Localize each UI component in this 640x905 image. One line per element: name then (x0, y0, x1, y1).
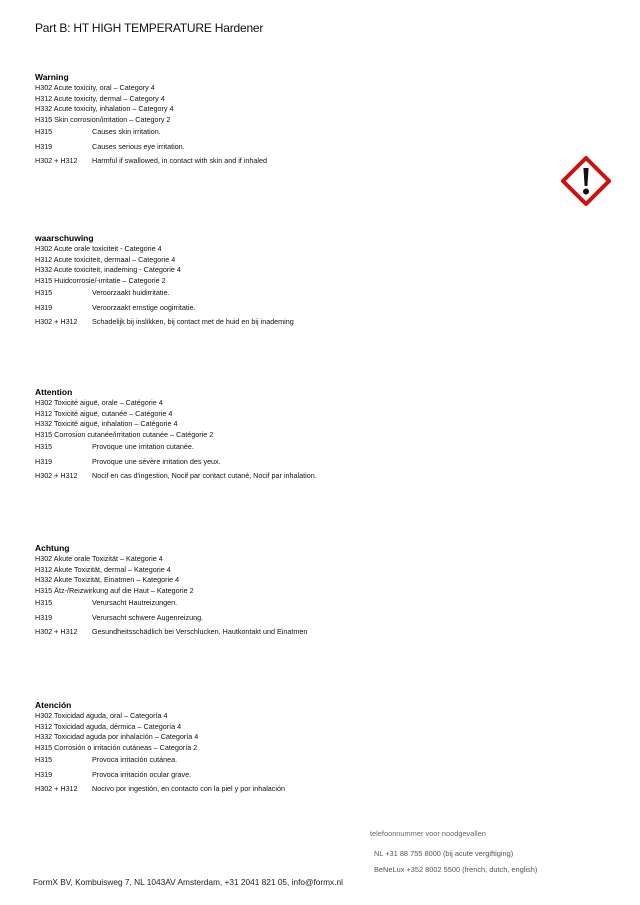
classification-line: H302 Toxicité aiguë, orale – Catégorie 4 (35, 398, 163, 407)
statement-text: Veroorzaakt ernstige oogirritatie. (92, 302, 196, 312)
emergency-phone-benelux: BeNeLux +352 8002 5500 (french, dutch, english) (374, 865, 538, 874)
statement-text: Schadelijk bij inslikken, bij contact met de huid en bij inademing (92, 317, 294, 326)
statement-text: Gesundheitsschädlich bei Verschlucken, Hautkontakt und Einatmen (92, 627, 308, 636)
statement-code: H302 + H312 (35, 784, 78, 793)
hazard-section-nl (35, 233, 575, 330)
hazard-statement (35, 625, 575, 640)
section-heading: waarschuwing (35, 233, 94, 243)
statement-code: H315 (35, 127, 53, 136)
classification-line: H312 Acute toxiciteit, dermaal – Categorie 4 (35, 254, 176, 264)
statement-text: Provoca irritación cutánea. (92, 755, 178, 764)
hazard-statement (35, 315, 575, 330)
statement-text: Verursacht Hautreizungen. (92, 598, 178, 607)
statement-text: Nocivo por ingestión, en contacto con la piel y por inhalación (92, 784, 285, 793)
hazard-statement (35, 768, 575, 783)
hazard-section-fr (35, 387, 575, 484)
classification-line: H302 Acute orale toxiciteit - Categorie 4 (35, 244, 162, 253)
hazard-statement (35, 140, 575, 155)
hazard-statement (35, 125, 575, 140)
hazard-statement (35, 782, 575, 797)
statement-text: Causes serious eye irritation. (92, 141, 185, 151)
statement-text: Provoca irritación ocular grave. (92, 769, 192, 779)
statement-code: H319 (35, 141, 53, 151)
classification-line: H302 Akute orale Toxizität – Kategorie 4 (35, 554, 163, 563)
classification-line: H302 Toxicidad aguda, oral – Categoría 4 (35, 711, 168, 720)
statement-code: H319 (35, 612, 53, 622)
statement-text: Causes skin irritation. (92, 127, 161, 136)
classification-line: H332 Acute toxiciteit, inademing - Categorie 4 (35, 265, 181, 274)
classification-line: H312 Akute Toxizität, dermal – Kategorie 4 (35, 564, 171, 574)
statement-code: H302 + H312 (35, 156, 78, 165)
statement-code: H319 (35, 302, 53, 312)
section-heading: Atención (35, 700, 72, 710)
statement-code: H315 (35, 288, 53, 297)
classification-line: H315 Corrosion cutanée/irritation cutanée – Catégorie 2 (35, 429, 214, 439)
classification-line: H315 Skin corrosion/irritation – Category 2 (35, 114, 171, 124)
classification-line: H315 Ätz-/Reizwirkung auf die Haut – Kategorie 2 (35, 585, 194, 595)
section-heading: Achtung (35, 543, 70, 553)
statement-text: Harmful if swallowed, in contact with skin and if inhaled (92, 156, 267, 165)
exclamation-mark-icon (561, 156, 611, 206)
emergency-phone-nl: NL +31 88 755 8000 (bij acute vergiftiging) (374, 849, 514, 858)
hazard-statement (35, 455, 575, 470)
hazard-statement (35, 440, 575, 455)
hazard-statement (35, 611, 575, 626)
statement-text: Nocif en cas d'ingestion, Nocif par contact cutané, Nocif par inhalation. (92, 471, 317, 480)
statement-text: Provoque une irritation cutanée. (92, 442, 194, 451)
hazard-statement (35, 301, 575, 316)
statement-code: H315 (35, 755, 53, 764)
hazard-statement (35, 286, 575, 301)
classification-line: H315 Corrosión o irritación cutáneas – Categoría 2 (35, 742, 198, 752)
classification-line: H312 Toxicidad aguda, dérmica – Categoría 4 (35, 721, 182, 731)
document-title: Part B: HT HIGH TEMPERATURE Hardener (35, 21, 264, 35)
hazard-section-es (35, 700, 575, 797)
company-footer: FormX BV, Kombuisweg 7, NL 1043AV Amsterdam, +31 2041 821 05, info@formx.nl (33, 877, 343, 887)
statement-code: H302 + H312 (35, 317, 78, 326)
statement-code: H319 (35, 769, 53, 779)
classification-line: H332 Acute toxicity, inhalation – Category 4 (35, 104, 174, 113)
hazard-statement (35, 469, 575, 484)
section-heading: Warning (35, 72, 69, 82)
classification-line: H312 Toxicité aiguë, cutanée – Catégorie 4 (35, 408, 173, 418)
classification-line: H302 Acute toxicity, oral – Category 4 (35, 83, 155, 92)
statement-code: H302 + H312 (35, 471, 78, 480)
classification-line: H312 Acute toxicity, dermal – Category 4 (35, 93, 165, 103)
statement-code: H315 (35, 442, 53, 451)
statement-text: Provoque une sévère irritation des yeux. (92, 456, 221, 466)
classification-line: H332 Toxicidad aguda por inhalación – Categoría 4 (35, 732, 199, 741)
statement-code: H319 (35, 456, 53, 466)
statement-text: Verursacht schwere Augenreizung. (92, 612, 204, 622)
emergency-label: telefoonnummer voor noodgevallen (370, 829, 486, 838)
statement-text: Veroorzaakt huidirritatie. (92, 288, 170, 297)
emergency-contact (370, 829, 537, 878)
statement-code: H302 + H312 (35, 627, 78, 636)
hazard-section-en (35, 72, 575, 169)
classification-line: H332 Toxicité aiguë, inhalation – Catégorie 4 (35, 419, 178, 428)
hazard-section-de (35, 543, 575, 640)
statement-code: H315 (35, 598, 53, 607)
hazard-statement (35, 596, 575, 611)
hazard-statement (35, 154, 575, 169)
classification-line: H332 Akute Toxizität, Einatmen – Kategorie 4 (35, 575, 180, 584)
section-heading: Attention (35, 387, 73, 397)
hazard-statement (35, 753, 575, 768)
classification-line: H315 Huidcorrosie/-irritatie – Categorie 2 (35, 275, 166, 285)
